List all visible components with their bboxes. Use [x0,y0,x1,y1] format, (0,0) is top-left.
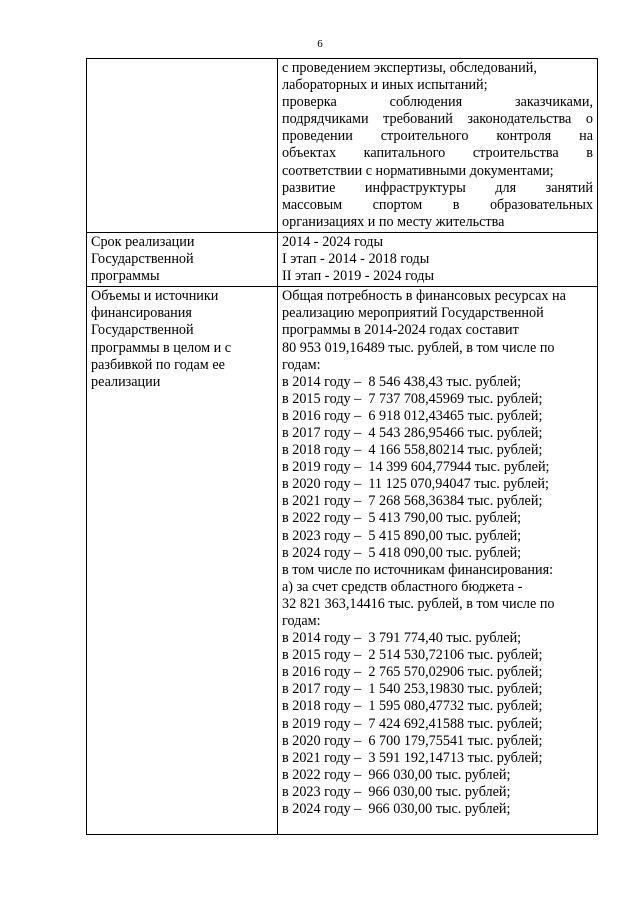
table-row-continued [87,59,598,233]
value-cell-tasks-continued [278,59,598,233]
text-line: проверка соблюдения заказчиками, [282,94,593,111]
year-amount-line: в 2017 году – 1 540 253,19830 тыс. рублей; [282,681,543,698]
year-amount-line: в 2016 году – 6 918 012,43465 тыс. рублей; [282,407,543,424]
text-line: 32 821 363,14416 тыс. рублей, в том числе по [282,595,555,612]
label-line: Объемы и источники [91,288,219,305]
year-amount-line: в 2021 году – 7 268 568,36384 тыс. рублей; [282,493,543,510]
funding-regional-by-year-list [282,630,593,818]
text-line: массовым спортом в образовательных [282,196,593,213]
year-amount-line: в 2015 году – 7 737 708,45969 тыс. рублей; [282,390,543,407]
year-amount-line: в 2023 году – 5 415 890,00 тыс. рублей; [282,527,522,544]
text-line: 80 953 019,16489 тыс. рублей, в том числе по [282,339,555,356]
funding-intro [282,288,593,373]
label-line: Государственной [91,251,194,268]
year-amount-line: в 2014 году – 3 791 774,40 тыс. рублей; [282,630,522,647]
year-amount-line: в 2018 году – 1 595 080,47732 тыс. рублей; [282,698,543,715]
year-amount-line: в 2020 году – 11 125 070,94047 тыс. рублей; [282,476,549,493]
text-line: лабораторных и иных испытаний; [282,77,488,94]
year-amount-line: в 2021 году – 3 591 192,14713 тыс. рублей; [282,749,543,766]
year-amount-line: в 2024 году – 966 030,00 тыс. рублей; [282,801,511,818]
year-amount-line: в 2022 году – 5 413 790,00 тыс. рублей; [282,510,522,527]
text-line: подрядчиками требований законодательства о [282,111,593,128]
year-amount-line: в 2022 году – 966 030,00 тыс. рублей; [282,766,511,783]
table-row-term [87,232,598,286]
year-amount-line: в 2015 году – 2 514 530,72106 тыс. рублей; [282,647,543,664]
term-line: I этап - 2014 - 2018 годы [282,251,430,268]
label-line: программы в целом и с [91,339,232,356]
text-line: Общая потребность в финансовых ресурсах на [282,288,566,305]
text-line: объектах капитального строительства в [282,145,593,162]
value-cell-term [278,232,598,286]
year-amount-line: в 2017 году – 4 543 286,95466 тыс. рублей; [282,424,543,441]
label-line: реализации [91,373,161,390]
program-passport-table [86,58,598,835]
label-cell-term [87,232,278,286]
year-amount-line: в 2014 году – 8 546 438,43 тыс. рублей; [282,373,522,390]
funding-sources-text [282,562,593,630]
text-line: годам: [282,613,321,629]
label-line: Государственной [91,322,194,339]
year-amount-line: в 2020 году – 6 700 179,75541 тыс. рублей; [282,732,543,749]
year-amount-line: в 2019 году – 14 399 604,77944 тыс. рублей; [282,459,550,476]
text-line: а) за счет средств областного бюджета - [282,578,523,595]
year-amount-line: в 2024 году – 5 418 090,00 тыс. рублей; [282,544,522,561]
label-cell-funding [87,287,278,835]
label-line: разбивкой по годам ее [91,356,225,373]
text-line: реализацию мероприятий Государственной [282,305,544,322]
text-line: проведении строительного контроля на [282,128,593,145]
label-line: программы [91,268,160,285]
label-line: финансирования [91,305,192,322]
label-line: Срок реализации [91,233,195,250]
value-cell-funding [278,287,598,835]
text-line: организациях и по месту жительства [282,213,505,230]
funding-total-by-year-list [282,374,593,562]
text-line: программы в 2014-2024 годах составит [282,322,519,339]
text-line: соответствии с нормативными документами; [282,162,554,179]
text-line: в том числе по источникам финансирования: [282,561,554,578]
table-row-funding [87,287,598,835]
text-line: развитие инфраструктуры для занятий [282,179,593,196]
page-number: 6 [317,38,323,50]
year-amount-line: в 2023 году – 966 030,00 тыс. рублей; [282,783,511,800]
year-amount-line: в 2019 году – 7 424 692,41588 тыс. рублей; [282,715,543,732]
label-cell-empty [87,59,278,233]
term-line: II этап - 2019 - 2024 годы [282,268,434,285]
text-line: годам: [282,356,321,373]
year-amount-line: в 2016 году – 2 765 570,02906 тыс. рублей; [282,664,543,681]
text-line: с проведением экспертизы, обследований, [282,60,537,76]
term-line: 2014 - 2024 годы [282,233,384,250]
year-amount-line: в 2018 году – 4 166 558,80214 тыс. рублей; [282,442,543,459]
